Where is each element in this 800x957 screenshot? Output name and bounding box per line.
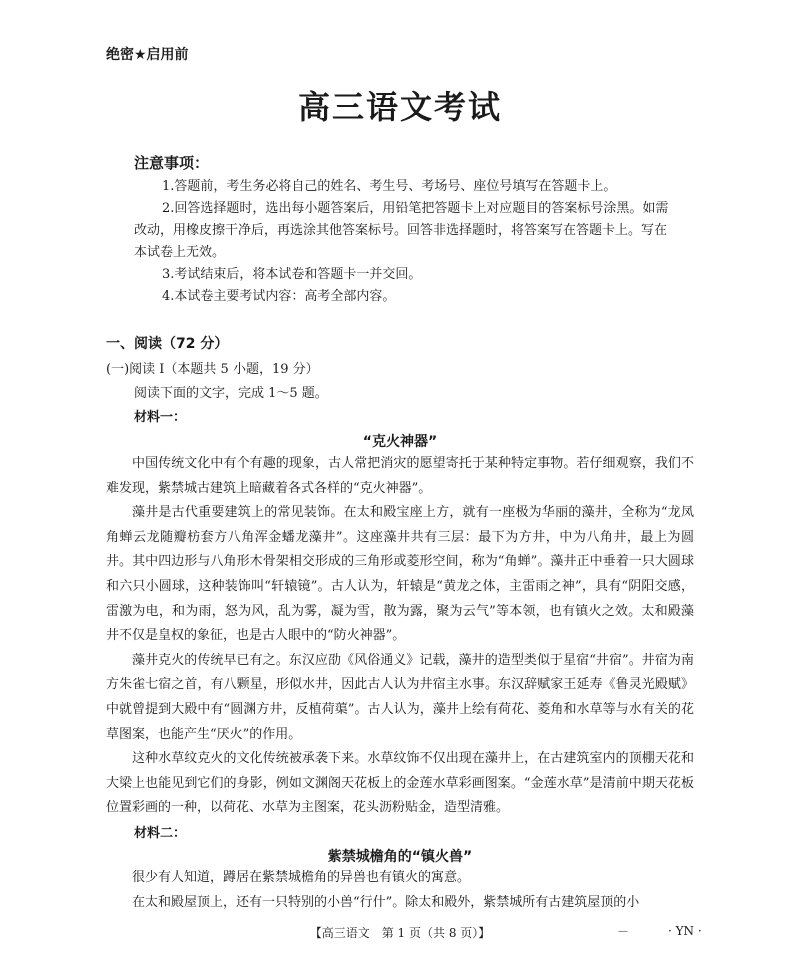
- material-2-body: [106, 866, 694, 915]
- material-2-title: 紫禁城檐角的“镇火兽”: [327, 849, 473, 865]
- paragraph: 这种水草纹克火的文化传统被承袭下来。水草纹饰不仅出现在藻井上，在古建筑室内的顶棚天花和大梁上也能见到它们的身影，例如文渊阁天花板上的金莲水草彩画图案。“金莲水草”是清前中期天花板位置彩画的一种，以荷花、水草为主图案，花头沥粉贴金，造型清雅。: [106, 751, 694, 816]
- region-code: · YN ·: [668, 924, 702, 938]
- section-heading: 一、阅读（72 分）: [106, 336, 229, 352]
- confidential-label: 绝密★启用前: [106, 47, 189, 63]
- footer-dash: —: [618, 926, 628, 937]
- notice-item: 1.答题前，考生务必将自己的姓名、考生号、考场号、座位号填写在答题卡上。: [162, 179, 617, 194]
- material-2-label: 材料二：: [134, 826, 187, 841]
- exam-title: 高三语文考试: [297, 88, 502, 126]
- reading-instruction: 阅读下面的文字，完成 1～5 题。: [134, 386, 328, 401]
- sub-section-heading: (一)阅读 I（本题共 5 小题，19 分）: [106, 362, 319, 377]
- paragraph: 藻井是古代重要建筑上的常见装饰。在太和殿宝座上方，就有一座极为华丽的藻井，全称为“龙凤角蝉云龙随瓣枋套方八角浑金蟠龙藻井”。这座藻井共有三层：最下为方井，中为八角井，最上为圆井。其中四边形与八角形木骨架相交形成的三角形或菱形空间，称为“角蝉”。藻井正中垂着一只大圆球和六只小圆球，这种装饰叫“轩辕镜”。古人认为，轩辕是“黄龙之体，主雷雨之神”，具有“阴阳交感，雷激为电，和为雨，怒为风，乱为雾，凝为雪，散为露，聚为云气”等本领，也有镇火之效。太和殿藻井不仅是皇权的象征，也是古人眼中的“防火神器”。: [106, 505, 694, 644]
- material-1-body: [106, 452, 694, 821]
- paragraph: 藻井克火的传统早已有之。东汉应劭《风俗通义》记载，藻井的造型类似于星宿“井宿”。井宿为南方朱雀七宿之首，有八颗星，形似水井，因此古人认为井宿主水事。东汉辞赋家王延寿《鲁灵光殿赋》中就曾提到大殿中有“圆渊方井，反植荷蕖”。古人认为，藻井上绘有荷花、菱角和水草等与水有关的花草图案，也能产生“厌火”的作用。: [106, 652, 694, 742]
- notice-item: 2.回答选择题时，选出每小题答案后，用铅笔把答题卡上对应题目的答案标号涂黑。如需改动，用橡皮擦干净后，再选涂其他答案标号。回答非选择题时，将答案写在答题卡上。写在本试卷上无效。: [134, 201, 669, 260]
- material-1-label: 材料一：: [134, 410, 187, 425]
- paragraph: 在太和殿屋顶上，还有一只特别的小兽“行什”。除太和殿外，紫禁城所有古建筑屋顶的小: [132, 894, 640, 910]
- notice-heading: 注意事项：: [134, 154, 210, 172]
- notice-item: 3.考试结束后，将本试卷和答题卡一并交回。: [162, 267, 422, 282]
- paragraph: 中国传统文化中有个有趣的现象，古人常把消灾的愿望寄托于某种特定事物。若仔细观察，我们不难发现，紫禁城古建筑上暗藏着各式各样的“克火神器”。: [106, 456, 694, 496]
- paragraph: 很少有人知道，蹲居在紫禁城檐角的异兽也有镇火的寓意。: [132, 870, 471, 885]
- page-footer: 【高三语文 第 1 页（共 8 页）】: [309, 926, 491, 940]
- material-1-title: “克火神器”: [362, 434, 438, 450]
- notice-item: 4.本试卷主要考试内容：高考全部内容。: [162, 289, 396, 304]
- notice-list: [134, 176, 674, 308]
